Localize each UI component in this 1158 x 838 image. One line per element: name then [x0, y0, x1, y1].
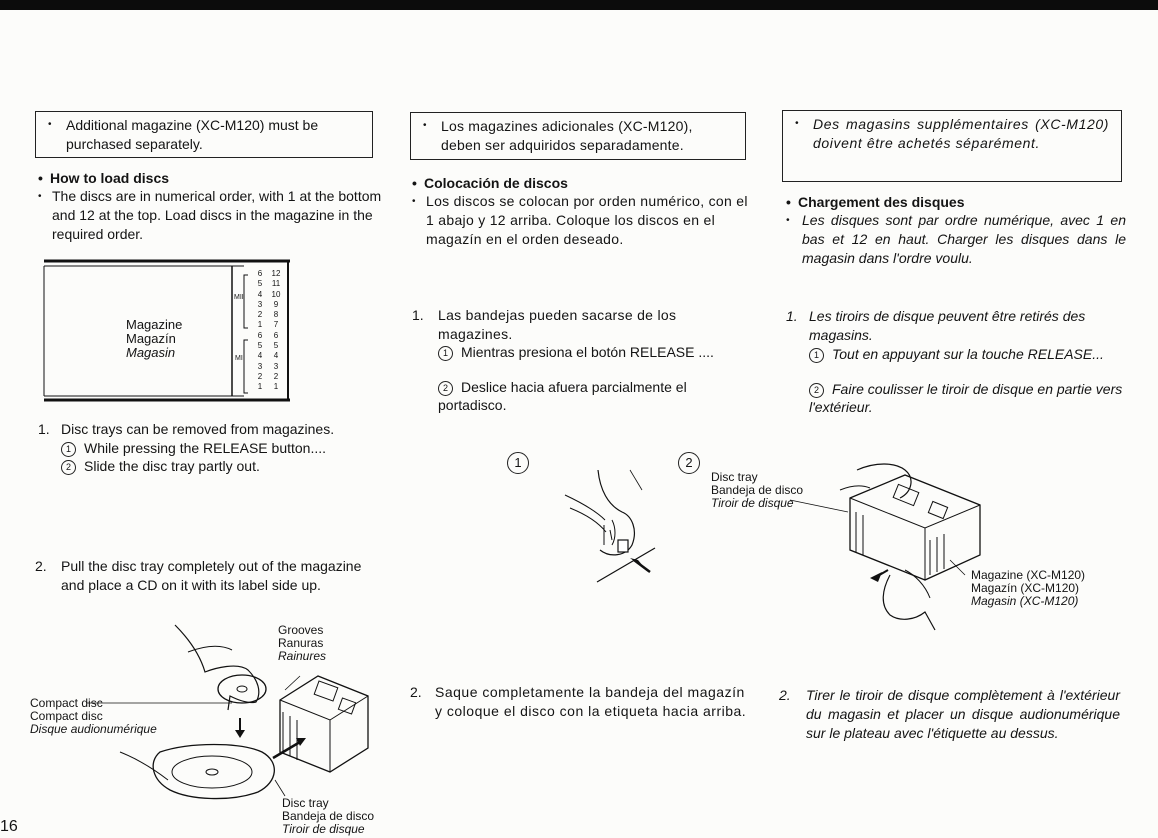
step1-english: Disc trays can be removed from magazines.: [61, 421, 335, 437]
note-box-spanish: [410, 112, 746, 160]
slot-number-left-9: 3: [257, 361, 263, 371]
intro-bullet-french: [786, 211, 1126, 268]
step2-spanish: Saque completamente la bandeja del magazín y coloque el disco con la etiqueta hacia arriba.: [435, 684, 747, 719]
disc-tray-label-group-figure: [711, 471, 803, 510]
slot-group-label-mii: MII: [234, 294, 244, 301]
slot-number-left-2: 4: [257, 289, 263, 299]
magazine-label-group: [126, 318, 182, 360]
bullet: •: [423, 120, 427, 131]
release-button-illustration: [0, 0, 1, 1]
intro-text: Los discos se colocan por orden numérico, con el 1 abajo y 12 arriba. Coloque los discos en el magazín en el orden deseado.: [426, 193, 748, 247]
compact-disc-label-group: [30, 697, 157, 736]
slot-number-right-1: 11: [271, 279, 281, 289]
heading-text: How to load discs: [50, 170, 170, 186]
magazine-model-label-en: Magazine (XC-M120): [971, 568, 1086, 582]
slot-number-right-9: 3: [273, 361, 279, 371]
bullet: •: [786, 215, 790, 226]
step-number-2-spanish: 2.: [410, 684, 422, 700]
compact-disc-label-en: Compact disc: [30, 696, 103, 710]
step1a-french: [809, 345, 1127, 363]
section-heading-spanish: [412, 174, 568, 192]
slot-numbers-left: [254, 269, 266, 393]
disc-tray-label-group-bottom: [282, 797, 374, 836]
disc-tray-label-fr: Tiroir de disque: [282, 822, 365, 836]
slot-number-right-6: 6: [273, 330, 279, 340]
grooves-label-en: Grooves: [278, 623, 324, 637]
slot-number-left-3: 3: [257, 299, 263, 309]
figure-step-2-mark: 2: [678, 452, 700, 474]
step1b-french: [809, 380, 1127, 416]
grooves-label-es: Ranuras: [278, 636, 324, 650]
slot-number-left-8: 4: [257, 351, 263, 361]
circled-number-1: 1: [438, 346, 453, 361]
slot-number-left-1: 5: [257, 279, 263, 289]
slot-numbers-right: [268, 269, 284, 393]
compact-disc-label-fr: Disque audionumérique: [30, 722, 157, 736]
slot-number-right-10: 2: [273, 371, 279, 381]
slot-number-left-4: 2: [257, 310, 263, 320]
magazine-model-label-fr: Magasin (XC-M120): [971, 594, 1079, 608]
slot-number-right-5: 7: [273, 320, 279, 330]
step1-spanish: Las bandejas pueden sacarse de los magazines.: [438, 307, 677, 342]
slot-number-right-4: 8: [273, 310, 279, 320]
step1b-text: Slide the disc tray partly out.: [84, 458, 260, 474]
magazine-model-label-group: [971, 569, 1085, 608]
heading-text: Colocación de discos: [424, 175, 568, 191]
heading-bullet: •: [38, 170, 43, 186]
step-number-1-english: 1.: [38, 421, 50, 437]
heading-bullet: •: [412, 175, 417, 191]
bullet: •: [412, 196, 416, 207]
circled-number-2: 2: [809, 383, 824, 398]
step-number-2-french: 2.: [779, 687, 791, 703]
note-box-english: [35, 111, 373, 158]
step1-french: Les tiroirs de disque peuvent être retirés des magasins.: [809, 308, 1086, 343]
heading-bullet: •: [786, 194, 791, 210]
step1b-text: Faire coulisser le tiroir de disque en partie vers l'extérieur.: [809, 381, 1123, 415]
note-text: Additional magazine (XC-M120) must be purchased separately.: [66, 117, 319, 152]
slot-number-left-6: 6: [257, 330, 263, 340]
slot-number-left-0: 6: [257, 269, 263, 278]
step1b-text: Deslice hacia afuera parcialmente el portadisco.: [438, 379, 687, 413]
compact-disc-label-es: Compact disc: [30, 709, 103, 723]
slot-number-left-11: 1: [257, 382, 263, 392]
magazine-label-en: Magazine: [126, 317, 183, 332]
step1a-text: Mientras presiona el botón RELEASE ....: [461, 344, 714, 360]
disc-tray-label-fr: Tiroir de disque: [711, 496, 794, 510]
slot-number-left-5: 1: [257, 320, 263, 330]
heading-text: Chargement des disques: [798, 194, 965, 210]
magazine-model-label-es: Magazín (XC-M120): [971, 581, 1080, 595]
slot-number-left-10: 2: [257, 371, 263, 381]
slot-number-right-2: 10: [271, 289, 281, 299]
circled-number-2: 2: [438, 381, 453, 396]
grooves-label-group: [278, 624, 326, 663]
intro-bullet-english: [38, 187, 383, 244]
step1b-english: [61, 457, 260, 475]
step-number-1-french: 1.: [786, 308, 798, 324]
step1a-text: Tout en appuyant sur la touche RELEASE...: [832, 346, 1104, 362]
step2-french: Tirer le tiroir de disque complètement à l'extérieur du magasin et placer un disque audionumérique sur le plateau avec l'étiquette au dessus.: [806, 687, 1120, 741]
circled-number-1: 1: [61, 442, 76, 457]
figure-step-1-mark: 1: [507, 452, 529, 474]
bullet: •: [795, 118, 800, 129]
intro-bullet-spanish: [412, 192, 752, 249]
note-box-french: [782, 110, 1122, 182]
circled-number-2: 2: [61, 460, 76, 475]
note-text: Los magazines adicionales (XC-M120), deben ser adquiridos separadamente.: [441, 118, 693, 153]
bullet: •: [48, 119, 52, 130]
step-number-1-spanish: 1.: [412, 307, 424, 323]
magazine-label-fr: Magasin: [126, 345, 176, 360]
circled-number-1: 1: [809, 348, 824, 363]
disc-tray-label-es: Bandeja de disco: [282, 809, 375, 823]
disc-tray-label-en: Disc tray: [282, 796, 329, 810]
step2-english: Pull the disc tray completely out of the magazine and place a CD on it with its label side up.: [61, 558, 362, 593]
slot-group-label-mi: MI: [235, 355, 243, 362]
slot-number-right-8: 4: [273, 351, 279, 361]
disc-tray-label-en: Disc tray: [711, 470, 758, 484]
step1b-spanish: [438, 378, 753, 414]
slot-number-right-11: 1: [273, 382, 279, 392]
intro-text: Les disques sont par ordre numérique, avec 1 en bas et 12 en haut. Charger les disques dans le magasin dans l'ordre voulu.: [802, 212, 1126, 266]
slot-number-left-7: 5: [257, 341, 263, 351]
magazine-label-es: Magazín: [126, 331, 176, 346]
step1a-text: While pressing the RELEASE button....: [84, 440, 327, 456]
disc-tray-label-es: Bandeja de disco: [711, 483, 804, 497]
slot-number-right-3: 9: [273, 299, 279, 309]
step1a-spanish: [438, 343, 753, 361]
step-number-2-english: 2.: [35, 558, 47, 574]
bullet: •: [38, 191, 42, 202]
page-number: 16: [0, 818, 18, 835]
grooves-label-fr: Rainures: [278, 649, 327, 663]
step1a-english: [61, 439, 326, 457]
note-text: Des magasins supplémentaires (XC-M120) doivent être achetés séparément.: [813, 116, 1109, 151]
slot-number-right-0: 12: [271, 269, 281, 278]
intro-text: The discs are in numerical order, with 1 at the bottom and 12 at the top. Load discs in the magazine in the required order.: [52, 188, 382, 242]
slot-number-right-7: 5: [273, 341, 279, 351]
top-border-bar: [0, 0, 1158, 10]
section-heading-english: [38, 169, 169, 187]
section-heading-french: [786, 193, 965, 211]
